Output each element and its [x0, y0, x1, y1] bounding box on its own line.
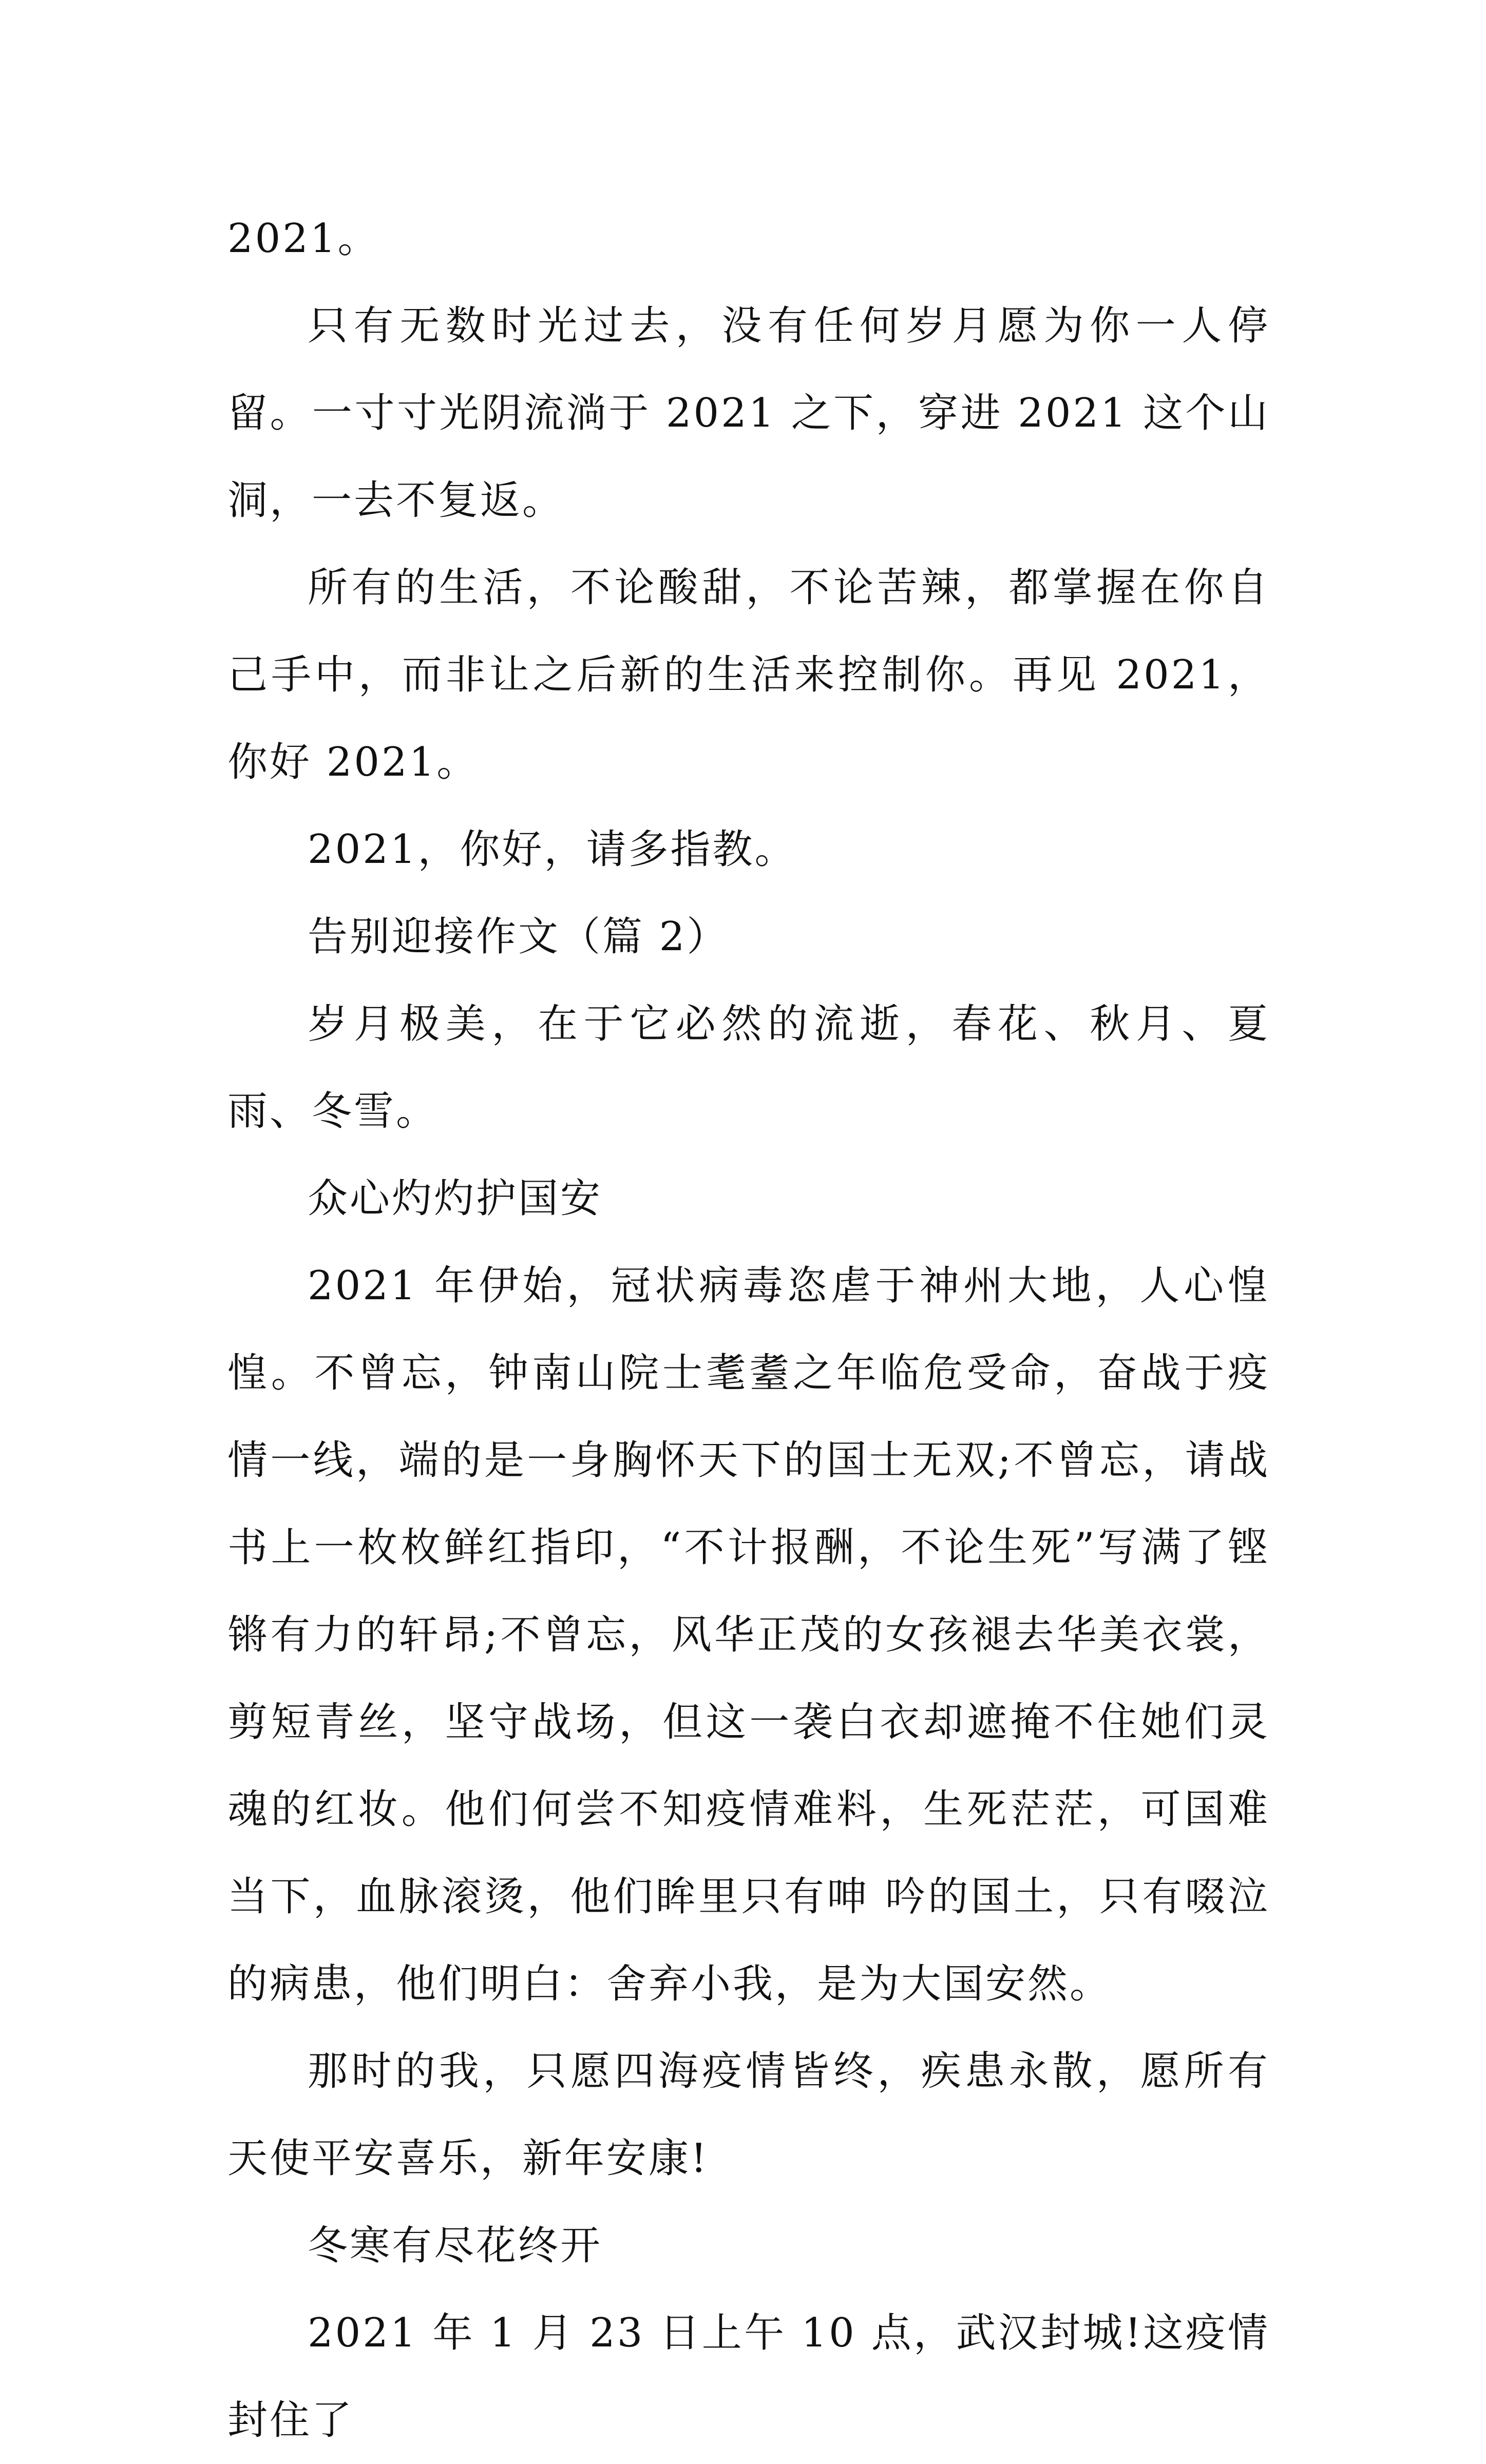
essay-title: 告别迎接作文（篇 2）	[308, 914, 729, 960]
section-heading-winter-ends: 冬寒有尽花终开	[308, 2223, 603, 2269]
paragraph-greeting: 2021，你好，请多指教。	[308, 826, 797, 873]
paragraph-time-passing: 只有无数时光过去，没有任何岁月愿为你一人停留。一寸寸光阴流淌于 2021 之下，穿进 2021 这个山洞，一去不复返。	[227, 303, 1270, 524]
paragraph-wish: 那时的我，只愿四海疫情皆终，疾患永散，愿所有天使平安喜乐，新年安康!	[227, 2048, 1270, 2182]
paragraph-year-fragment: 2021。	[227, 216, 380, 262]
section-heading-national-security: 众心灼灼护国安	[308, 1176, 603, 1222]
document-body	[227, 195, 1270, 2464]
paragraph-wuhan-lockdown: 2021 年 1 月 23 日上午 10 点，武汉封城!这疫情封住了	[227, 2310, 1270, 2443]
paragraph-seasons: 岁月极美，在于它必然的流逝，春花、秋月、夏雨、冬雪。	[227, 1001, 1270, 1134]
paragraph-life-control: 所有的生活，不论酸甜，不论苦辣，都掌握在你自己手中，而非让之后新的生活来控制你。再见 2021，你好 2021。	[227, 565, 1270, 785]
paragraph-epidemic-heroes: 2021 年伊始，冠状病毒恣虐于神州大地，人心惶惶。不曾忘，钟南山院士耄耋之年临危受命，奋战于疫情一线，端的是一身胸怀天下的国士无双;不曾忘，请战书上一枚枚鲜红指印，“不计报酬，不论生死”写满了铿锵有力的轩昂;不曾忘，风华正茂的女孩褪去华美衣裳，剪短青丝，坚守战场，但这一袭白衣却遮掩不住她们灵魂的红妆。他们何尝不知疫情难料，生死茫茫，可国难当下，血脉滚烫，他们眸里只有呻 吟的国土，只有啜泣的病患，他们明白：舍弃小我，是为大国安然。	[227, 1263, 1270, 2007]
